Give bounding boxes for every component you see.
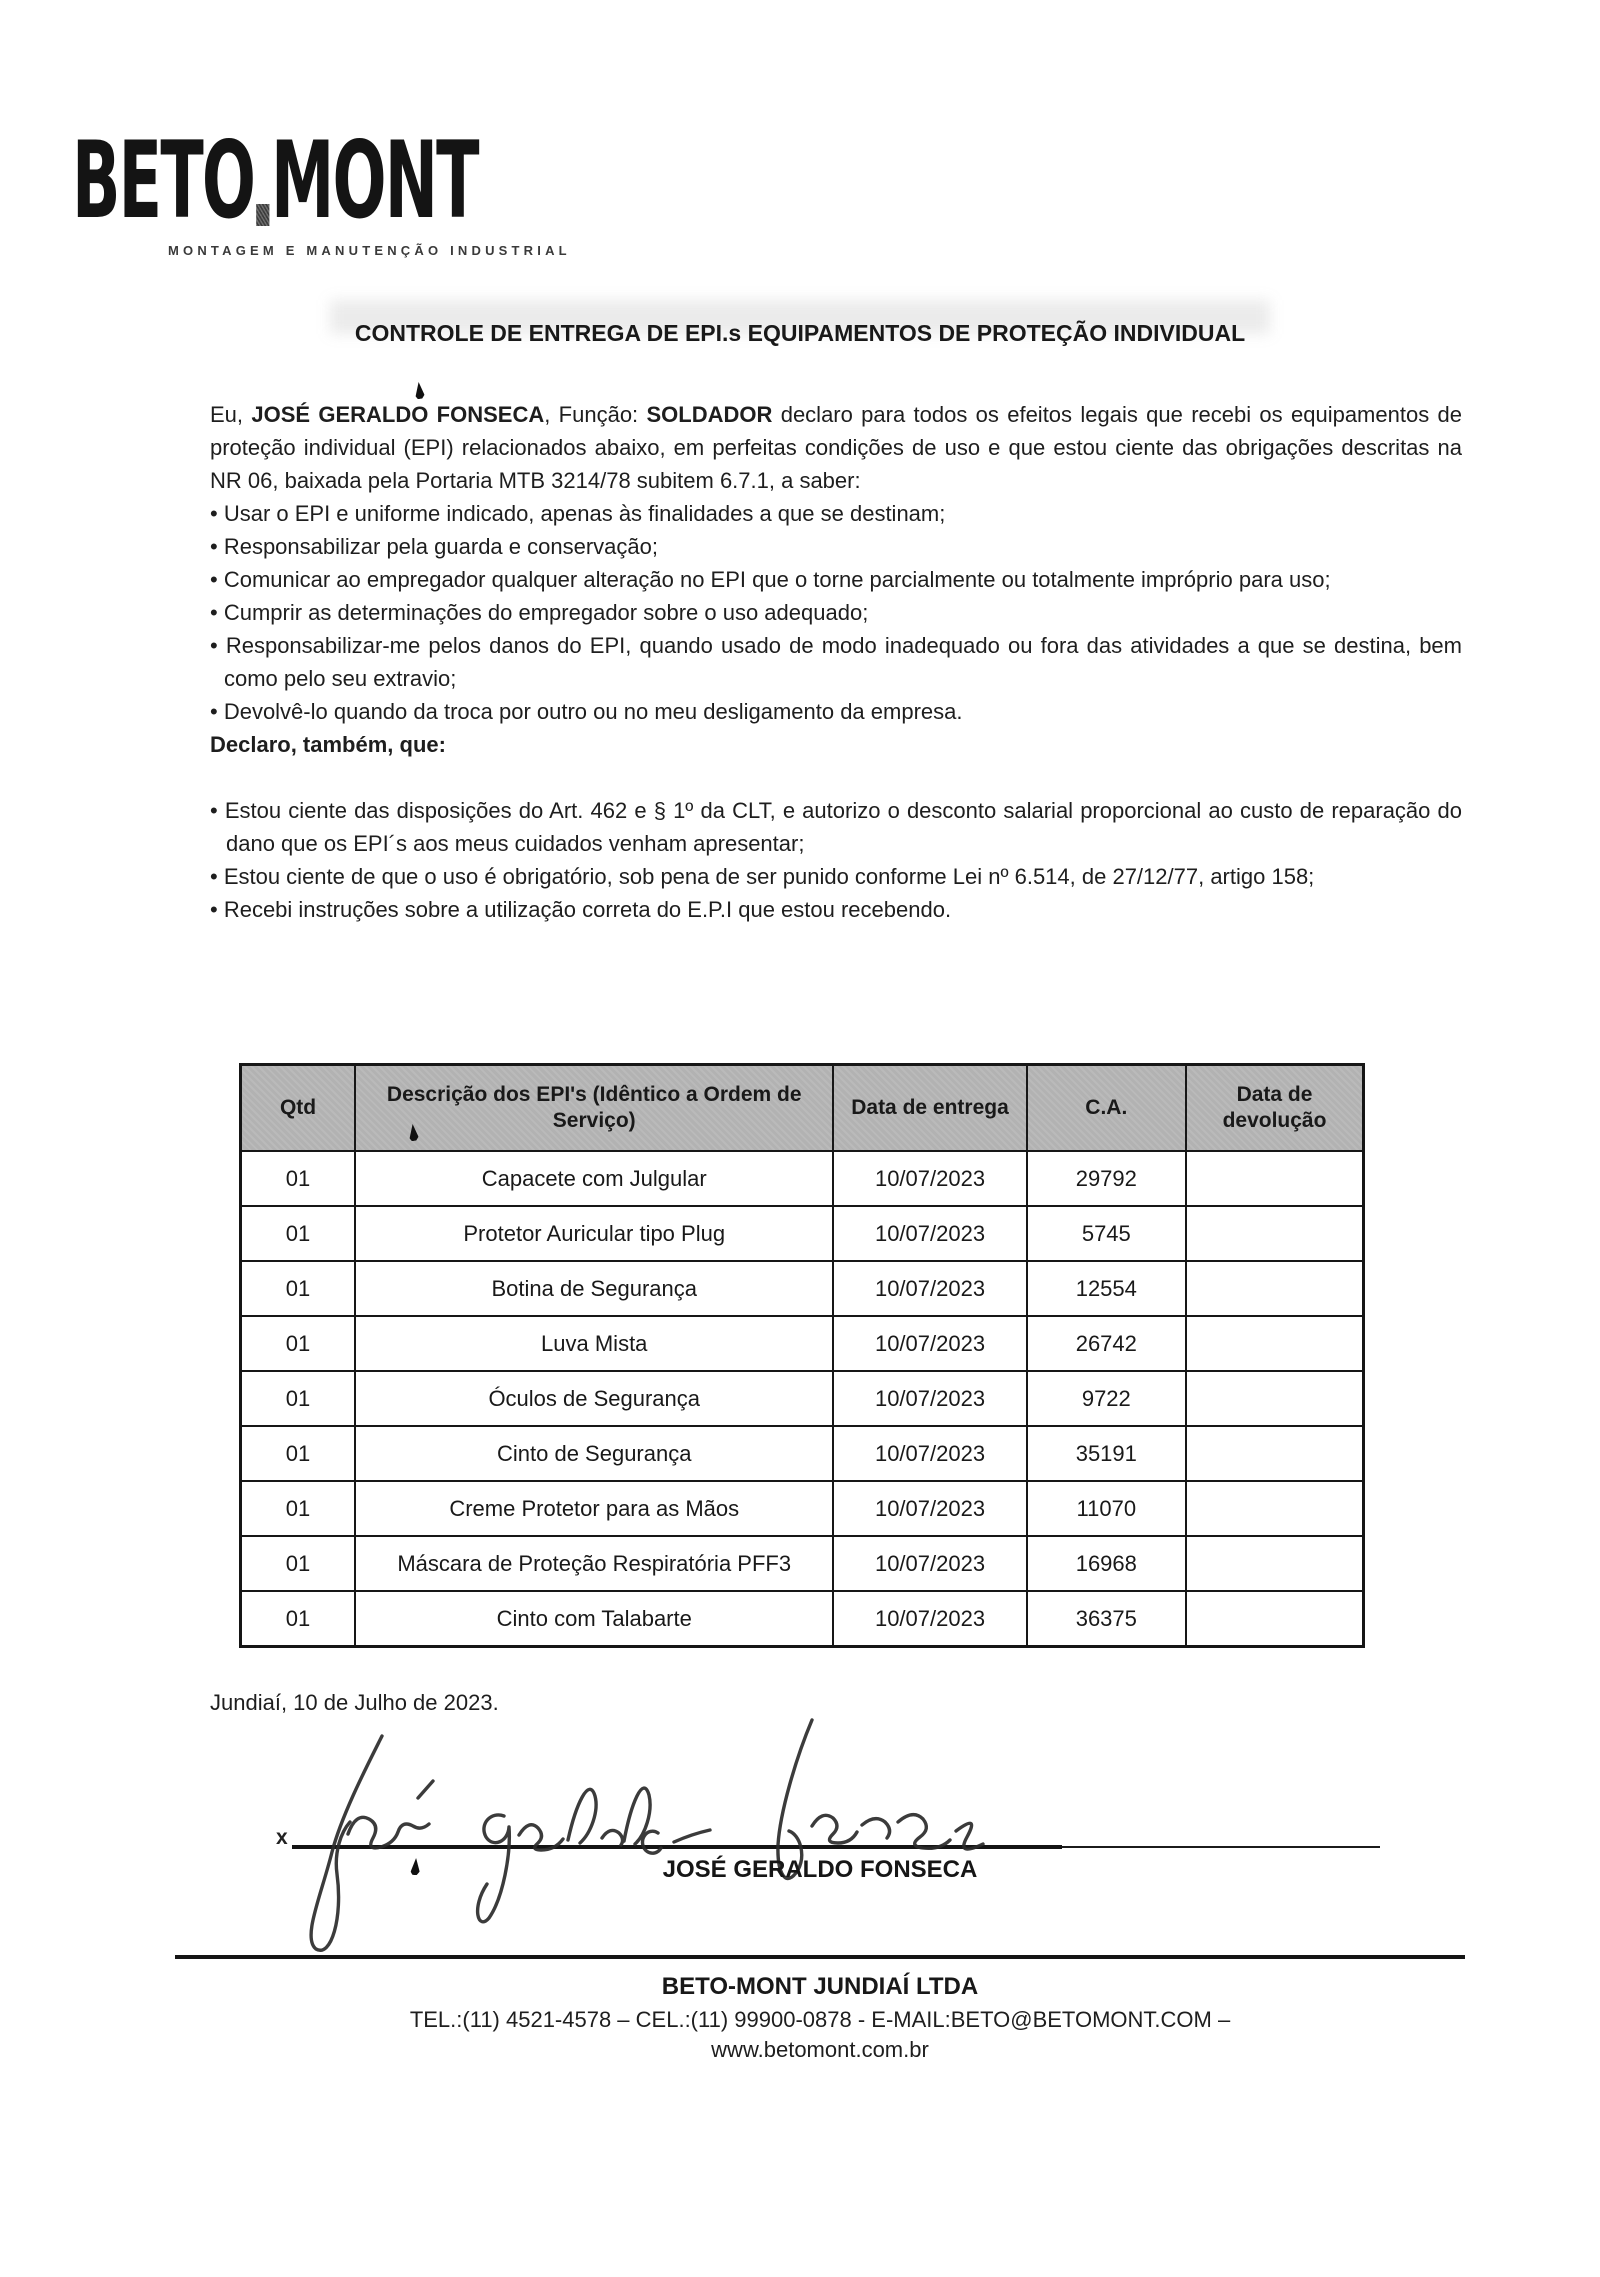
cell-ca: 5745 — [1027, 1206, 1186, 1261]
cell-ca: 16968 — [1027, 1536, 1186, 1591]
logo-word-right: MONT — [270, 119, 478, 242]
cell-ca: 36375 — [1027, 1591, 1186, 1647]
handwritten-signature — [250, 1712, 1030, 1962]
cell-qtd: 01 — [241, 1591, 356, 1647]
obligations-list — [210, 497, 1462, 728]
company-logo — [72, 119, 748, 242]
signatory-name: JOSÉ GERALDO FONSECA — [662, 1856, 978, 1883]
epi-table — [239, 1063, 1365, 1648]
cell-devolucao — [1186, 1261, 1363, 1316]
cell-qtd: 01 — [241, 1261, 356, 1316]
cell-descricao: Protetor Auricular tipo Plug — [355, 1206, 833, 1261]
footer-rule — [175, 1955, 1465, 1959]
cell-entrega: 10/07/2023 — [833, 1261, 1026, 1316]
cell-entrega: 10/07/2023 — [833, 1151, 1026, 1206]
cell-devolucao — [1186, 1316, 1363, 1371]
table-row — [241, 1591, 1364, 1647]
intro-pre: Eu, — [210, 402, 252, 427]
cell-entrega: 10/07/2023 — [833, 1536, 1026, 1591]
cell-qtd: 01 — [241, 1371, 356, 1426]
declaration-item: • Estou ciente de que o uso é obrigatório, sob pena de ser punido conforme Lei nº 6.514, de 27/12/77, artigo 158; — [210, 864, 1315, 889]
header-cell-data-devolucao: Data de devolução — [1186, 1065, 1363, 1152]
obligation-item: • Usar o EPI e uniforme indicado, apenas às finalidades a que se destinam; — [210, 501, 946, 526]
pen-tick-icon — [413, 382, 425, 400]
logo-dot-icon — [256, 204, 269, 226]
table-row — [241, 1426, 1364, 1481]
footer-website: www.betomont.com.br — [711, 2037, 929, 2062]
cell-ca: 29792 — [1027, 1151, 1186, 1206]
table-row — [241, 1536, 1364, 1591]
logo-word-left: BETO — [72, 119, 255, 242]
table-header-row — [241, 1065, 1364, 1152]
cell-qtd: 01 — [241, 1426, 356, 1481]
cell-entrega: 10/07/2023 — [833, 1591, 1026, 1647]
header-cell-data-entrega: Data de entrega — [833, 1065, 1026, 1152]
cell-descricao: Botina de Segurança — [355, 1261, 833, 1316]
date-line: Jundiaí, 10 de Julho de 2023. — [210, 1690, 499, 1715]
employee-role: SOLDADOR — [646, 402, 773, 427]
cell-descricao: Óculos de Segurança — [355, 1371, 833, 1426]
obligation-item: • Comunicar ao empregador qualquer alteração no EPI que o torne parcialmente ou totalmente impróprio para uso; — [210, 567, 1331, 592]
cell-descricao: Luva Mista — [355, 1316, 833, 1371]
intro-mid: , Função: — [544, 402, 647, 427]
cell-ca: 26742 — [1027, 1316, 1186, 1371]
table-row — [241, 1206, 1364, 1261]
header-cell-qtd: Qtd — [241, 1065, 356, 1152]
cell-entrega: 10/07/2023 — [833, 1206, 1026, 1261]
cell-qtd: 01 — [241, 1536, 356, 1591]
declaration-item: • Recebi instruções sobre a utilização correta do E.P.I que estou recebendo. — [210, 897, 952, 922]
obligation-item: • Responsabilizar pela guarda e conservação; — [210, 534, 658, 559]
cell-descricao: Cinto com Talabarte — [355, 1591, 833, 1647]
cell-entrega: 10/07/2023 — [833, 1371, 1026, 1426]
cell-entrega: 10/07/2023 — [833, 1481, 1026, 1536]
logo-wordmark — [72, 119, 478, 242]
table-row — [241, 1481, 1364, 1536]
footer-company: BETO-MONT JUNDIAÍ LTDA — [661, 1973, 979, 2000]
table-row — [241, 1151, 1364, 1206]
cell-devolucao — [1186, 1591, 1363, 1647]
declaration-list — [210, 794, 1462, 926]
obligation-item: • Cumprir as determinações do empregador sobre o uso adequado; — [210, 600, 869, 625]
document-title: CONTROLE DE ENTREGA DE EPI.s EQUIPAMENTOS DE PROTEÇÃO INDIVIDUAL — [354, 320, 1246, 346]
footer-contacts: TEL.:(11) 4521-4578 – CEL.:(11) 99900-0878 - E-MAIL:BETO@BETOMONT.COM – — [409, 2007, 1231, 2032]
cell-descricao: Cinto de Segurança — [355, 1426, 833, 1481]
table-row — [241, 1371, 1364, 1426]
cell-ca: 9722 — [1027, 1371, 1186, 1426]
cell-ca: 35191 — [1027, 1426, 1186, 1481]
cell-entrega: 10/07/2023 — [833, 1426, 1026, 1481]
obligation-item: • Responsabilizar-me pelos danos do EPI, quando usado de modo inadequado ou fora das atividades a que se destina, bem como pelo seu extravio; — [210, 633, 1462, 691]
cell-devolucao — [1186, 1426, 1363, 1481]
signature-area — [0, 1700, 1600, 1960]
cell-descricao: Capacete com Julgular — [355, 1151, 833, 1206]
cell-ca: 12554 — [1027, 1261, 1186, 1316]
cell-descricao: Creme Protetor para as Mãos — [355, 1481, 833, 1536]
declaration-heading: Declaro, também, que: — [210, 732, 446, 757]
intro-paragraph — [210, 398, 1462, 497]
page-footer — [175, 1955, 1465, 2063]
cell-qtd: 01 — [241, 1481, 356, 1536]
header-cell-descricao: Descrição dos EPI's (Idêntico a Ordem de Serviço) — [355, 1065, 833, 1152]
cell-ca: 11070 — [1027, 1481, 1186, 1536]
obligation-item: • Devolvê-lo quando da troca por outro ou no meu desligamento da empresa. — [210, 699, 963, 724]
cell-qtd: 01 — [241, 1206, 356, 1261]
employee-name: JOSÉ GERALDO FONSECA — [251, 402, 545, 427]
cell-devolucao — [1186, 1481, 1363, 1536]
cell-descricao: Máscara de Proteção Respiratória PFF3 — [355, 1536, 833, 1591]
cell-devolucao — [1186, 1206, 1363, 1261]
cell-devolucao — [1186, 1536, 1363, 1591]
signature-x-label: x — [276, 1826, 288, 1849]
logo-tagline: MONTAGEM E MANUTENÇÃO INDUSTRIAL — [168, 243, 571, 258]
cell-devolucao — [1186, 1371, 1363, 1426]
table-row — [241, 1261, 1364, 1316]
intro-rest: declaro para todos os efeitos legais que recebi os equipamentos de proteção individual (EPI) relacionados abaixo, em perfeitas condições de uso e que estou ciente das obrigações descritas na NR 06, baixada pela Portaria MTB 3214/78 subitem 6.7.1, a saber: — [210, 402, 1462, 493]
cell-devolucao — [1186, 1151, 1363, 1206]
cell-qtd: 01 — [241, 1316, 356, 1371]
preamble-block — [210, 398, 1462, 926]
table-row — [241, 1316, 1364, 1371]
declaration-item: • Estou ciente das disposições do Art. 462 e § 1º da CLT, e autorizo o desconto salarial proporcional ao custo de reparação do dano que os EPI´s aos meus cuidados venham apresentar; — [210, 798, 1462, 856]
header-cell-ca: C.A. — [1027, 1065, 1186, 1152]
cell-qtd: 01 — [241, 1151, 356, 1206]
cell-entrega: 10/07/2023 — [833, 1316, 1026, 1371]
